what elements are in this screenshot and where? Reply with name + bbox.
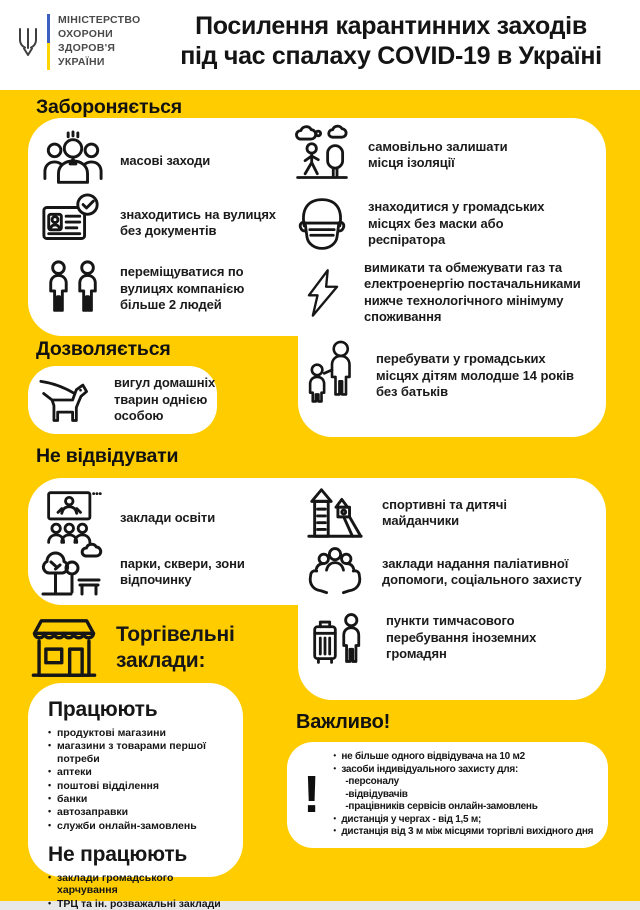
ministry-logo: [17, 14, 140, 70]
education-icon: [42, 488, 104, 548]
prohibited-item: [42, 130, 210, 192]
important-line: • дистанція у чергах - від 1,5 м;: [333, 814, 593, 827]
ministry-name-line: УКРАЇНИ: [58, 55, 105, 68]
leave-isolation-icon: [292, 124, 352, 186]
item-label: масові заходи: [120, 152, 211, 168]
prohibited-item: [292, 124, 533, 186]
id-card-icon: [38, 192, 104, 254]
adult-child-icon: [304, 338, 360, 414]
important-line: -працівників сервісів онлайн-замовлень: [345, 801, 538, 813]
page-title: [150, 11, 632, 71]
trident-icon: [17, 27, 39, 57]
item-label: знаходитися у громадських місцях без маски або респіратора: [368, 199, 545, 248]
do-not-visit-item: [38, 542, 270, 602]
important-line: • не більше одного відвідувача на 10 м2: [333, 751, 593, 764]
item-label: спортивні та дитячі майданчики: [382, 496, 507, 528]
heading-prohibited: Забороняється: [36, 96, 182, 118]
palliative-icon: [304, 542, 366, 602]
item-label: заклади освіти: [120, 509, 216, 525]
list-item: • аптеки: [48, 766, 235, 778]
item-label: вимикати та обмежувати газ та електроенергію постачальниками нижче технологічного мінімуму споживання: [364, 260, 581, 325]
ministry-name-line: МІНІСТЕРСТВО: [58, 14, 141, 27]
item-label: самовільно залишати місця ізоляції: [368, 138, 508, 170]
important-line: -персоналу: [345, 776, 399, 788]
heading-allowed: Дозволяється: [36, 338, 171, 360]
ministry-name-line: ЗДОРОВ'Я: [58, 42, 116, 54]
item-label: пункти тимчасового перебування іноземних громадян: [386, 613, 537, 662]
card-important: [287, 742, 608, 848]
list-item: • заклади громадського харчування: [48, 872, 235, 897]
item-label: переміщуватися по вулицях компанією більше 2 людей: [120, 264, 245, 313]
item-label: парки, сквери, зони відпочинку: [120, 555, 245, 587]
page-title-line1: Посилення карантинних заходів: [195, 12, 587, 40]
lightning-icon: [298, 264, 348, 322]
important-line: • засоби індивідуального захисту для:: [333, 764, 593, 777]
prohibited-item: [42, 258, 285, 320]
list-item: • автозаправки: [48, 806, 235, 818]
prohibited-item: [304, 338, 591, 414]
list-item: • поштові відділення: [48, 780, 235, 792]
do-not-visit-item: [310, 608, 576, 668]
open-heading: Працюють: [48, 698, 158, 721]
heading-important: Важливо!: [296, 711, 391, 733]
heading-do-not-visit: Не відвідувати: [36, 445, 179, 467]
list-item: • магазини з товарами першої потреби: [48, 740, 235, 765]
foreigners-icon: [310, 608, 370, 668]
important-line: -відвідувачів: [345, 788, 408, 800]
list-item: • ТРЦ та ін. розважальні заклади: [48, 898, 235, 910]
ministry-name: [58, 14, 140, 70]
open-list: [48, 727, 235, 832]
list-item: • продуктові магазини: [48, 727, 235, 739]
card-trade-status: [28, 683, 243, 910]
exclamation-icon: !: [303, 765, 321, 824]
dog-icon: [36, 372, 98, 428]
prohibited-item: [38, 192, 295, 254]
do-not-visit-item: [304, 542, 612, 602]
item-label: перебувати у громадських місцях дітям молодше 14 років без батьків: [376, 351, 574, 400]
closed-heading: Не працюють: [48, 843, 188, 866]
header: [0, 0, 640, 90]
store-icon: [26, 614, 102, 682]
important-lines: [333, 751, 593, 839]
important-line: • дистанція від 3 м між місцями торгівлі вихідного дня: [333, 826, 593, 839]
item-label: заклади надання паліативної допомоги, соціального захисту: [382, 555, 582, 587]
do-not-visit-item: [304, 482, 542, 544]
prohibited-item: [292, 194, 568, 254]
allowed-item: [36, 372, 226, 428]
list-item: • банки: [48, 793, 235, 805]
crowd-icon: [42, 130, 104, 192]
prohibited-item: [298, 260, 609, 326]
playground-icon: [304, 482, 366, 544]
closed-list: [48, 872, 235, 910]
list-item: • служби онлайн-замовлень: [48, 820, 235, 832]
item-label: знаходитись на вулицях без документів: [120, 206, 276, 238]
ministry-name-line: ОХОРОНИ: [58, 28, 113, 41]
do-not-visit-item: [42, 488, 215, 548]
park-icon: [38, 542, 104, 602]
trade-heading: Торгівельні заклади:: [116, 623, 235, 672]
content-body: [0, 90, 640, 910]
item-label: вигул домашніх тварин однією особою: [114, 375, 216, 424]
two-people-icon: [42, 258, 104, 320]
trade-heading-block: [26, 614, 276, 682]
flag-divider: [47, 14, 50, 70]
mask-icon: [292, 194, 352, 254]
page-title-line2: під час спалаху COVID-19 в Україні: [180, 42, 602, 70]
